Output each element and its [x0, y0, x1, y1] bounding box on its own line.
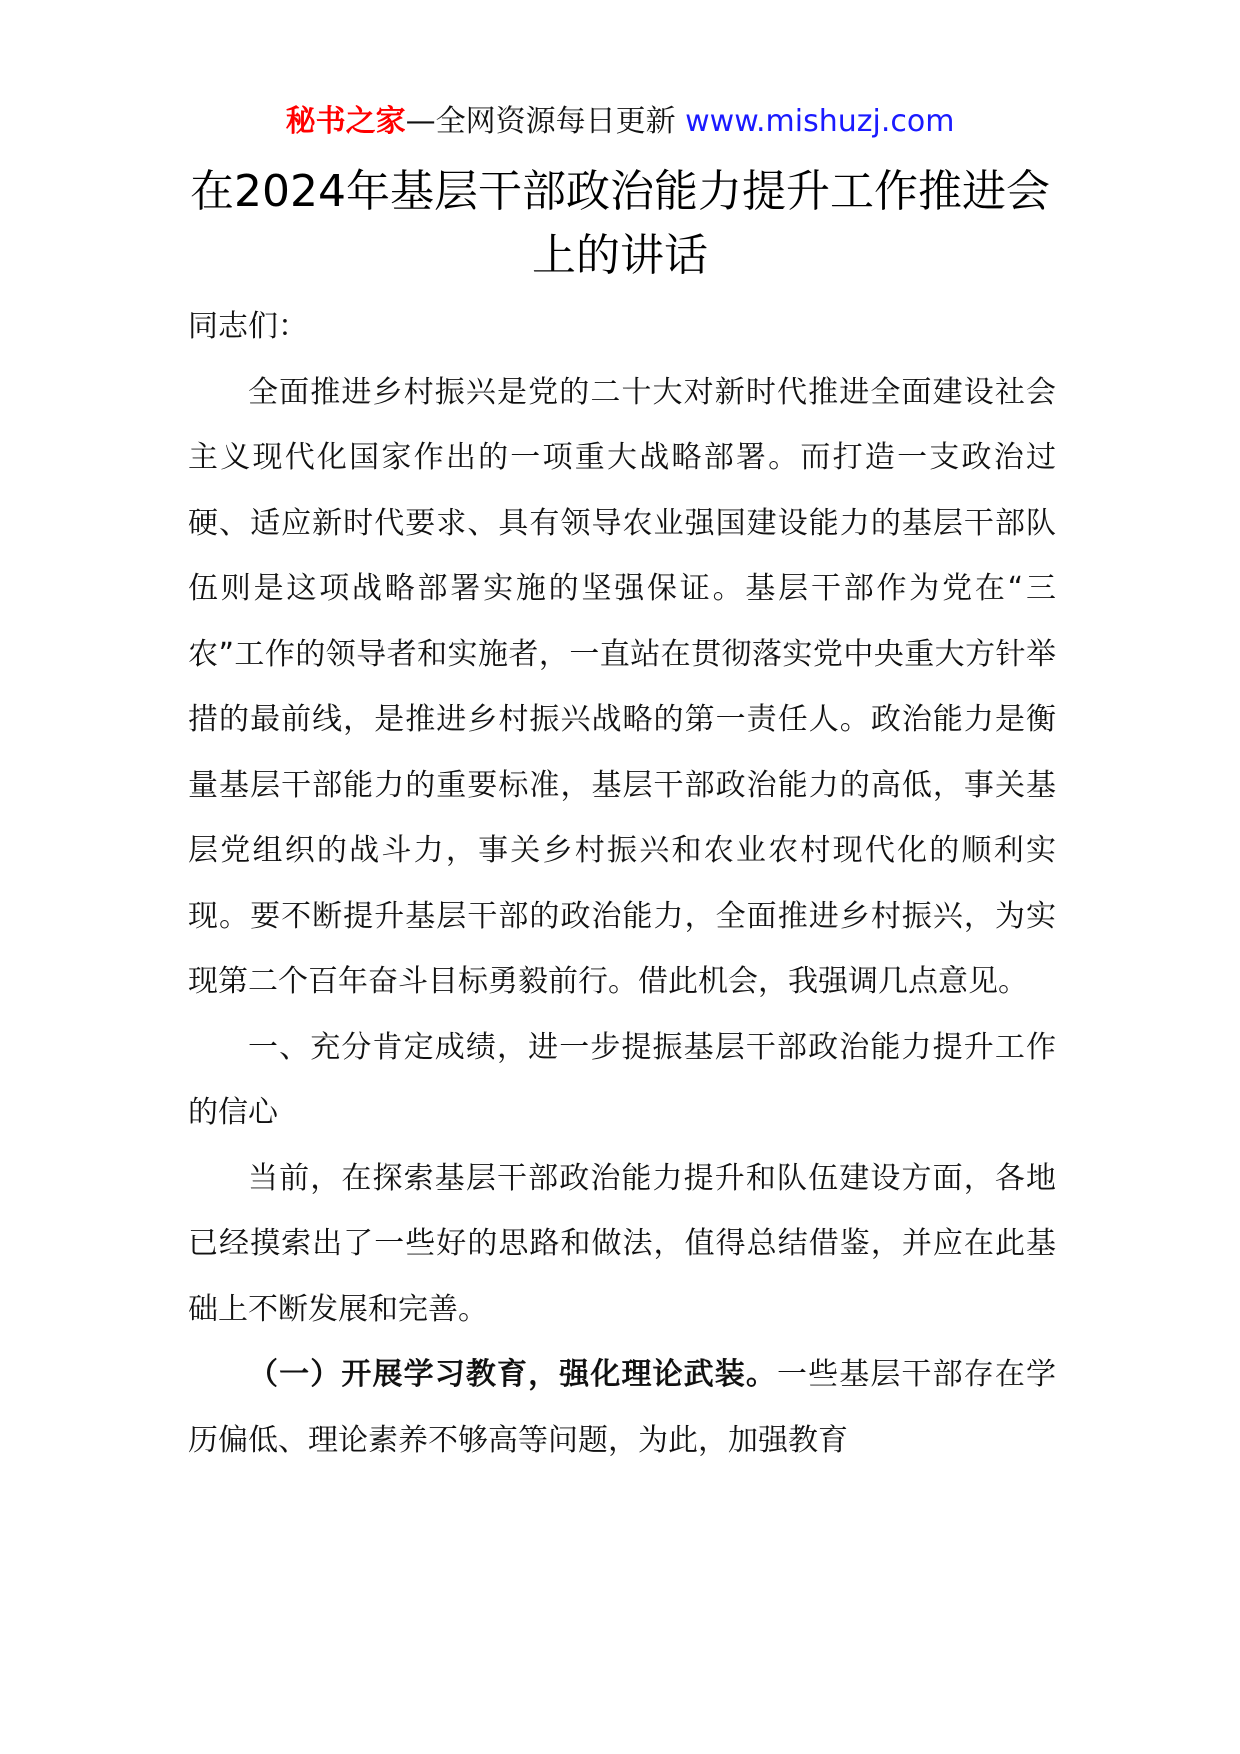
document-title: 在2024年基层干部政治能力提升工作推进会上的讲话 [190, 166, 1050, 281]
subsection-heading-1: （一）开展学习教育，强化理论武装。 [248, 1357, 778, 1392]
subsection-text-1: 一些基层干部存在学历偏低、理论素养不够高等问题，为此，加强教育 [188, 1357, 1057, 1458]
paragraph-section-1: 当前，在探索基层干部政治能力提升和队伍建设方面，各地已经摸索出了一些好的思路和做法，值得总结借鉴，并应在此基础上不断发展和完善。 [188, 1160, 1056, 1327]
salutation: 同志们： [188, 309, 308, 344]
site-url-link[interactable]: www.mishuzj.com [685, 104, 955, 139]
site-brand: 秘书之家 [285, 104, 406, 139]
section-heading-1: 一、充分肯定成绩，进一步提振基层干部政治能力提升工作的信心 [188, 1029, 1056, 1130]
site-tagline: —全网资源每日更新 [405, 104, 686, 139]
paragraph-subsection-1 [188, 1342, 1056, 1473]
document-body [188, 294, 1056, 1473]
site-header [0, 100, 1240, 144]
paragraph-intro: 全面推进乡村振兴是党的二十大对新时代推进全面建设社会主义现代化国家作出的一项重大战略部署。而打造一支政治过硬、适应新时代要求、具有领导农业强国建设能力的基层干部队伍则是这项战略部署实施的坚强保证。基层干部作为党在“三农”工作的领导者和实施者，一直站在贯彻落实党中央重大方针举措的最前线，是推进乡村振兴战略的第一责任人。政治能力是衡量基层干部能力的重要标准，基层干部政治能力的高低，事关基层党组织的战斗力，事关乡村振兴和农业农村现代化的顺利实现。要不断提升基层干部的政治能力，全面推进乡村振兴，为实现第二个百年奋斗目标勇毅前行。借此机会，我强调几点意见。 [188, 374, 1056, 999]
